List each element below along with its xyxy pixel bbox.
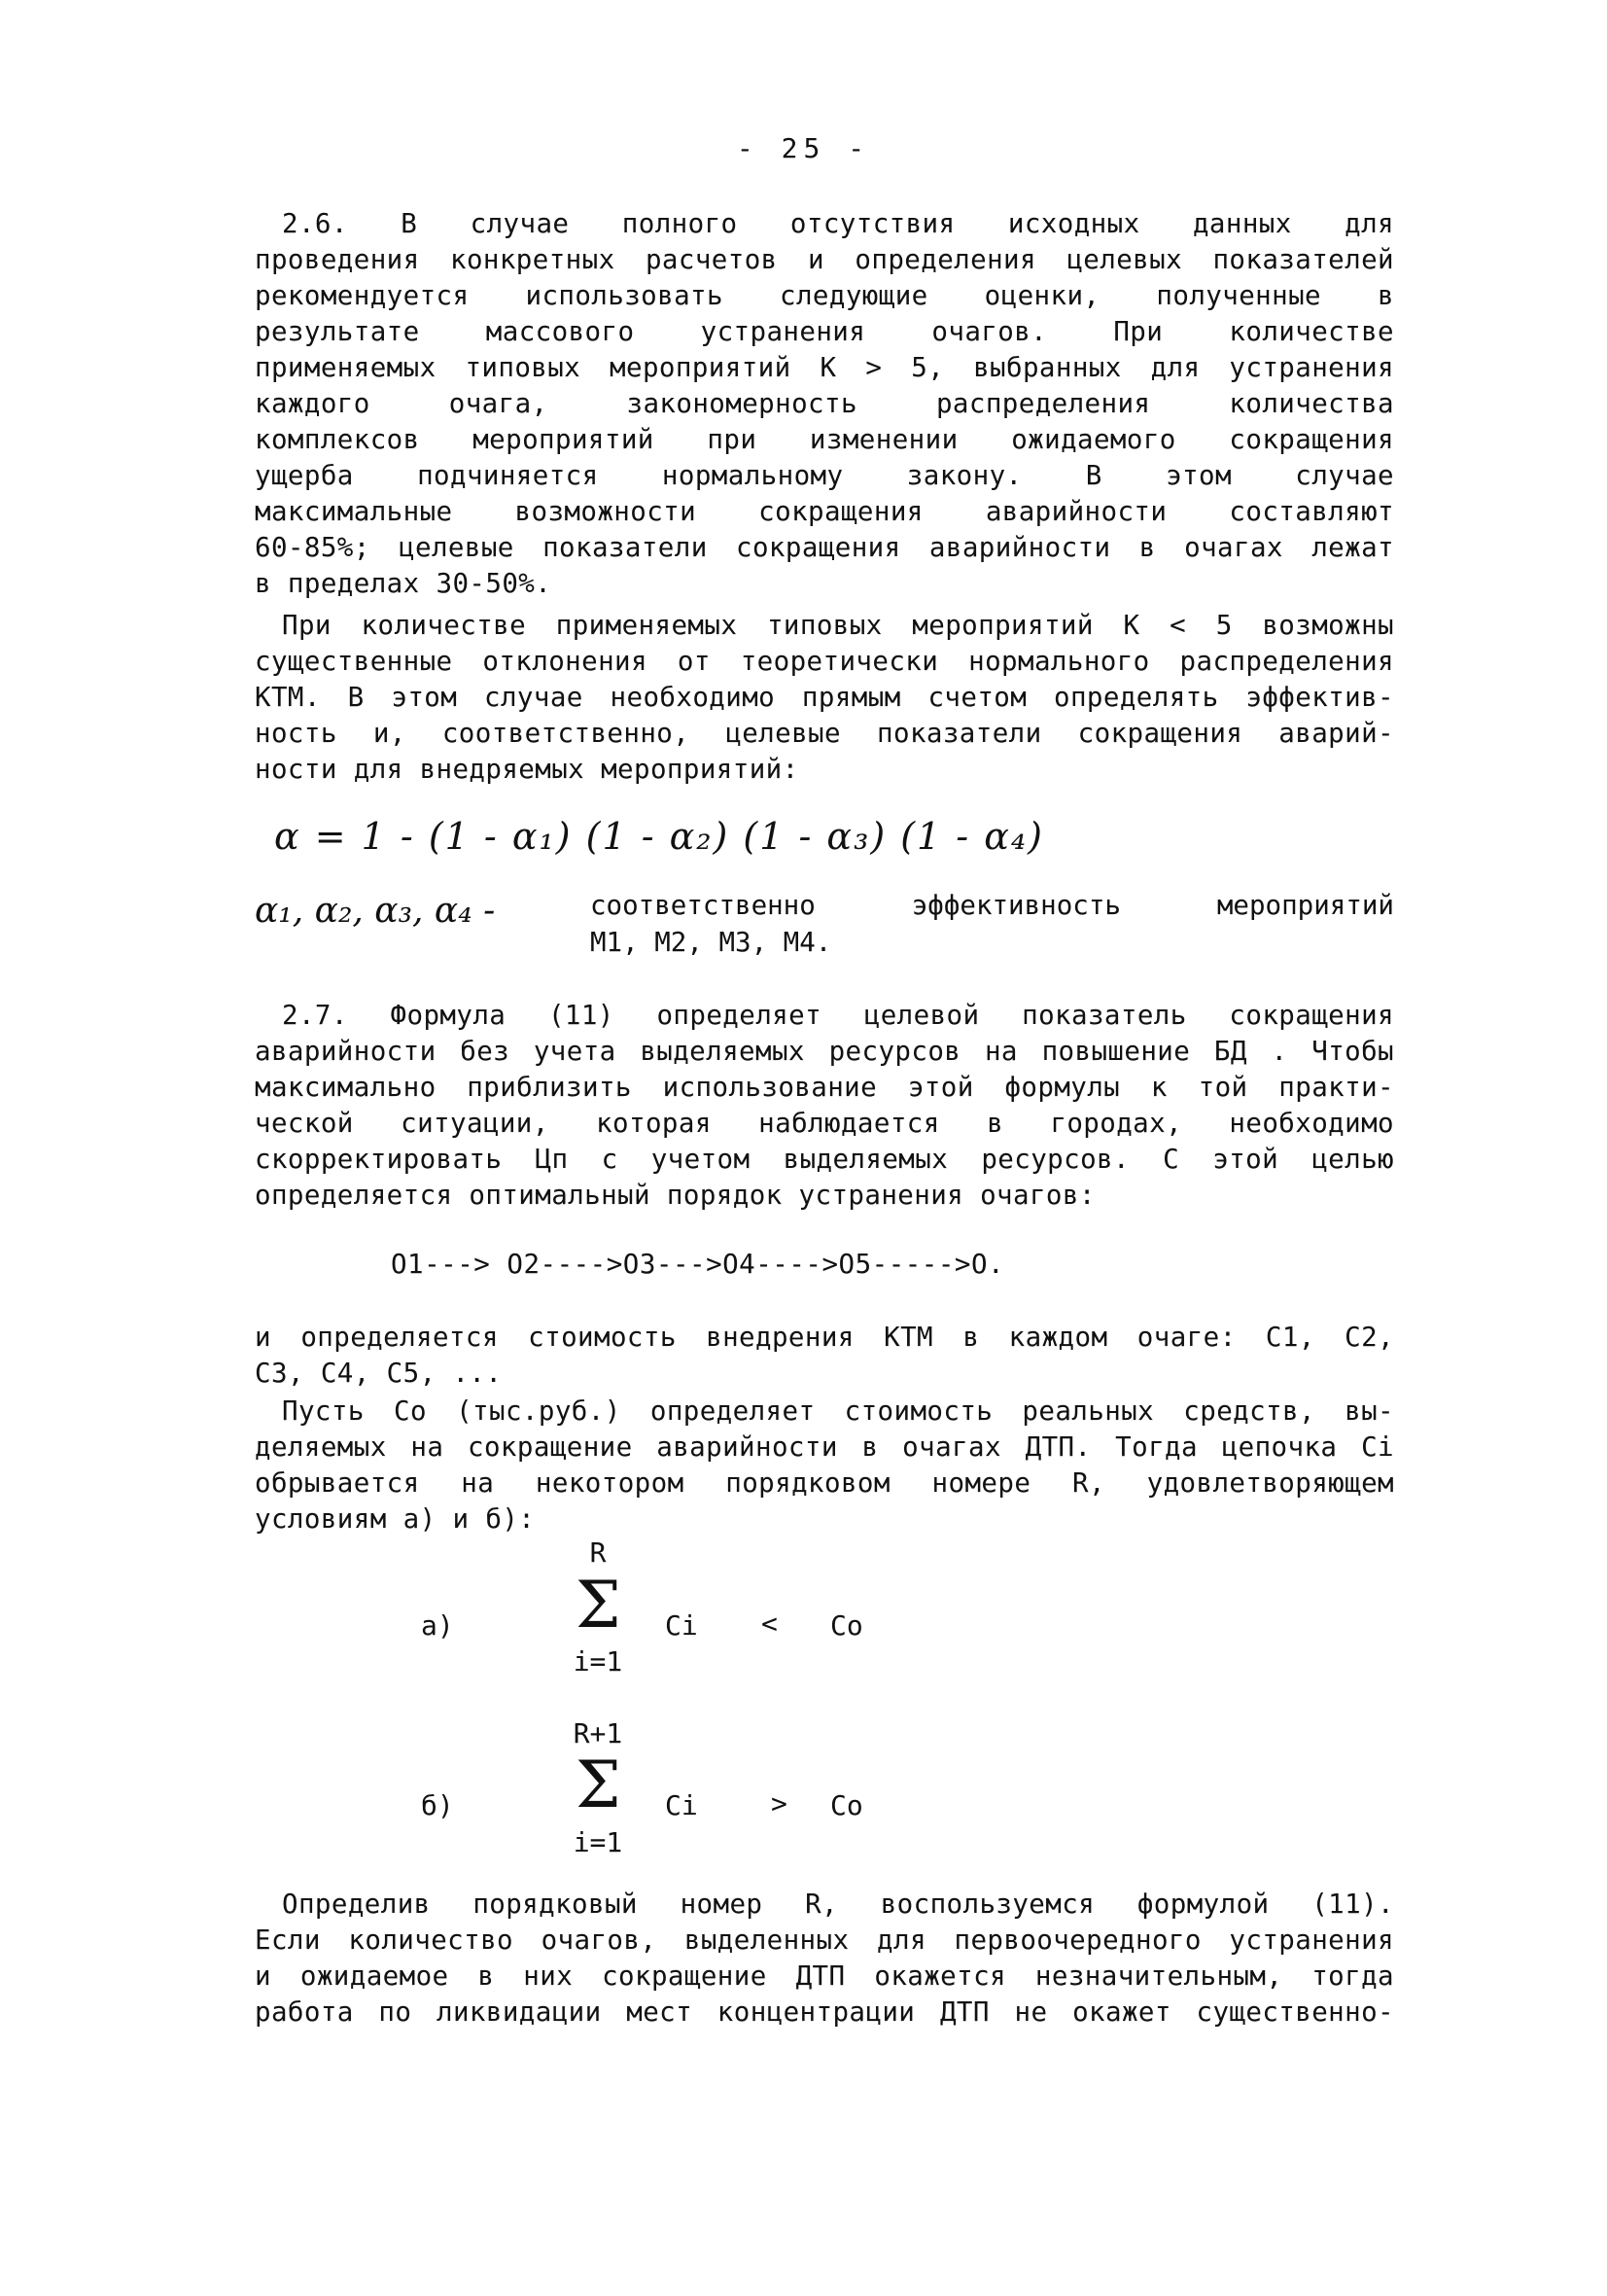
alpha-desc-line: соответственно эффективность мероприятий bbox=[590, 890, 1394, 921]
paragraph-2-7 bbox=[255, 998, 1394, 1214]
text-line: условиям а) и б): bbox=[255, 1503, 536, 1535]
sum-lower-limit: i=1 bbox=[573, 1826, 623, 1858]
text-line: скорректировать Цп с учетом выделяемых ресурсов. С этой целью bbox=[255, 1144, 1394, 1175]
alpha-symbols: α₁, α₂, α₃, α₄ - bbox=[255, 891, 496, 931]
text-line: 2.7. Формула (11) определяет целевой показатель сокращения bbox=[282, 1000, 1394, 1031]
text-line: ность и, соответственно, целевые показатели сокращения аварий- bbox=[255, 718, 1394, 749]
sum-term: Ci bbox=[665, 1789, 698, 1821]
elimination-order-chain: О1---> О2---->О3--->О4---->О5----->О. bbox=[391, 1249, 1005, 1280]
text-line: КТМ. В этом случае необходимо прямым счетом определять эффектив- bbox=[255, 682, 1394, 713]
paragraph-let-co bbox=[255, 1394, 1394, 1537]
sum-sigma: Σ bbox=[576, 1568, 621, 1643]
text-line: в пределах 30-50%. bbox=[255, 568, 552, 599]
text-line: проведения конкретных расчетов и определения целевых показателей bbox=[255, 244, 1394, 275]
comparison-operator: < bbox=[761, 1607, 778, 1640]
text-line: применяемых типовых мероприятий К > 5, выбранных для устранения bbox=[255, 352, 1394, 383]
comparison-rhs: Co bbox=[830, 1789, 863, 1821]
sum-upper-limit: R+1 bbox=[573, 1717, 623, 1749]
text-line: При количестве применяемых типовых мероприятий К < 5 возможны bbox=[282, 610, 1394, 641]
alpha-description bbox=[590, 887, 1394, 961]
text-line: определяется оптимальный порядок устранения очагов: bbox=[255, 1180, 1096, 1211]
text-line: С3, С4, С5, ... bbox=[255, 1358, 503, 1389]
sum-sigma: Σ bbox=[576, 1748, 621, 1822]
text-line: 60-85%; целевые показатели сокращения аварийности в очагах лежат bbox=[255, 532, 1394, 563]
sum-upper-limit: R bbox=[589, 1537, 607, 1569]
text-line: существенные отклонения от теоретически нормального распределения bbox=[255, 646, 1394, 677]
paragraph-k-less-5 bbox=[255, 608, 1394, 788]
paragraph-conclusion bbox=[255, 1887, 1394, 2031]
paragraph-2-6 bbox=[255, 206, 1394, 602]
text-line: Если количество очагов, выделенных для первоочередного устранения bbox=[255, 1925, 1394, 1956]
text-line: и определяется стоимость внедрения КТМ в каждом очаге: С1, С2, bbox=[255, 1322, 1394, 1353]
text-line: максимальные возможности сокращения аварийности составляют bbox=[255, 496, 1394, 527]
efficiency-formula: α = 1 - (1 - α₁) (1 - α₂) (1 - α₃) (1 - α₄) bbox=[274, 815, 1044, 858]
text-line: аварийности без учета выделяемых ресурсов на повышение БД . Чтобы bbox=[255, 1036, 1394, 1067]
condition-b-label: б) bbox=[421, 1789, 454, 1821]
text-line: рекомендуется использовать следующие оценки, полученные в bbox=[255, 280, 1394, 311]
alpha-desc-line: М1, М2, М3, М4. bbox=[590, 927, 832, 958]
sum-lower-limit: i=1 bbox=[573, 1645, 623, 1678]
text-line: Пусть Со (тыс.руб.) определяет стоимость реальных средств, вы- bbox=[282, 1395, 1394, 1427]
condition-a-label: а) bbox=[421, 1609, 454, 1642]
sum-term: Ci bbox=[665, 1609, 698, 1642]
text-line: ущерба подчиняется нормальному закону. В этом случае bbox=[255, 460, 1394, 491]
text-line: работа по ликвидации мест концентрации ДТП не окажет существенно- bbox=[255, 1996, 1394, 2028]
paragraph-cost bbox=[255, 1320, 1394, 1392]
text-line: деляемых на сокращение аварийности в очагах ДТП. Тогда цепочка Сi bbox=[255, 1431, 1394, 1463]
text-line: обрывается на некотором порядковом номере R, удовлетворяющем bbox=[255, 1467, 1394, 1499]
text-line: Определив порядковый номер R, воспользуемся формулой (11). bbox=[282, 1889, 1394, 1920]
comparison-rhs: Co bbox=[830, 1609, 863, 1642]
page-number: - 25 - bbox=[736, 132, 871, 164]
text-line: каждого очага, закономерность распределения количества bbox=[255, 388, 1394, 419]
text-line: максимально приблизить использование этой формулы к той практи- bbox=[255, 1072, 1394, 1103]
text-line: 2.6. В случае полного отсутствия исходных данных для bbox=[282, 208, 1394, 239]
comparison-operator: > bbox=[771, 1787, 787, 1819]
text-line: ческой ситуации, которая наблюдается в городах, необходимо bbox=[255, 1108, 1394, 1139]
text-line: комплексов мероприятий при изменении ожидаемого сокращения bbox=[255, 424, 1394, 455]
text-line: результате массового устранения очагов. При количестве bbox=[255, 316, 1394, 347]
text-line: и ожидаемое в них сокращение ДТП окажется незначительным, тогда bbox=[255, 1960, 1394, 1992]
text-line: ности для внедряемых мероприятий: bbox=[255, 754, 799, 785]
